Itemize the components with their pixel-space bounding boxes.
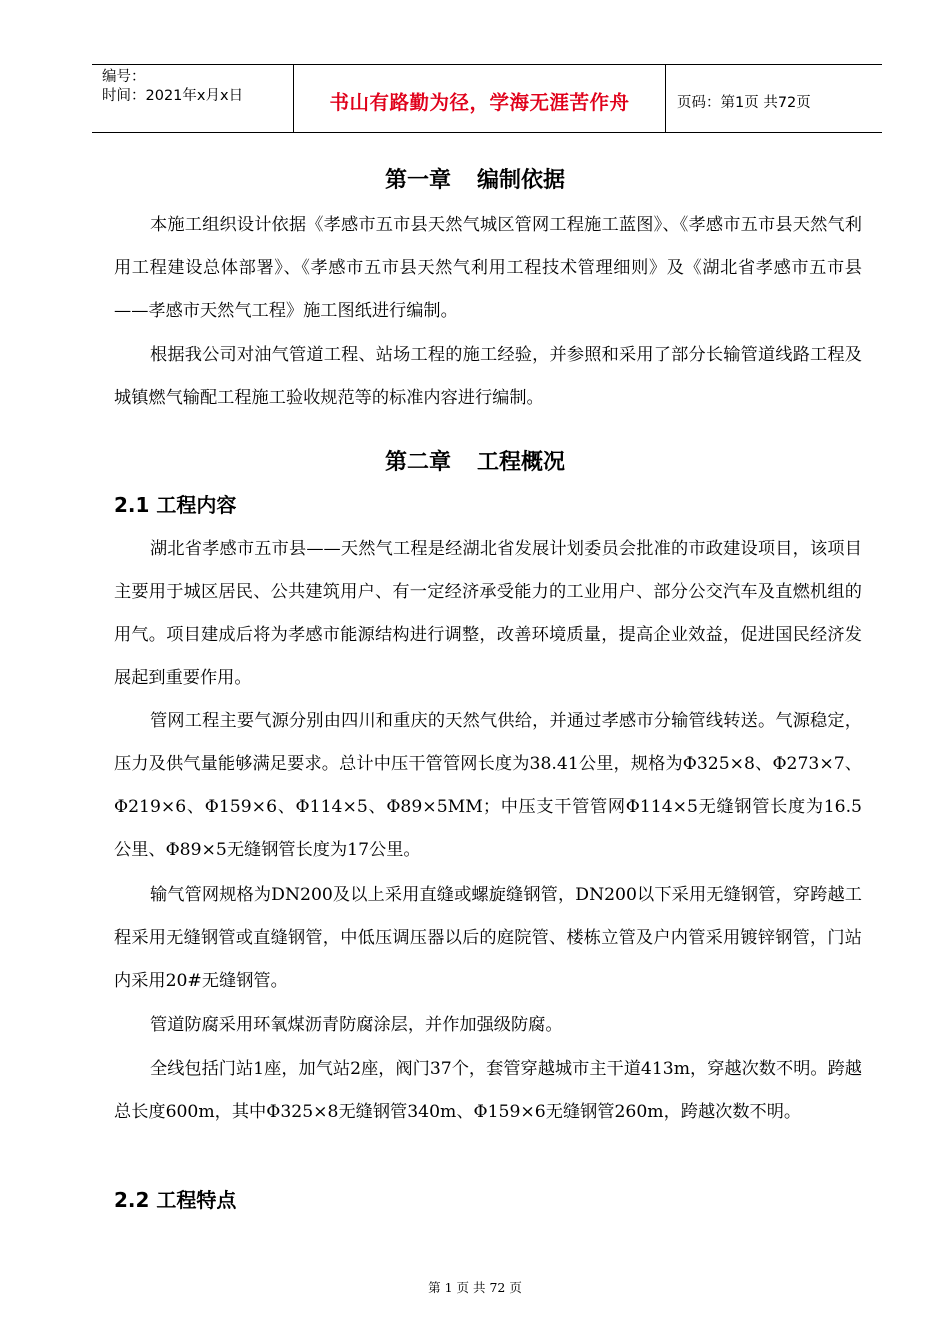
paragraph: 管道防腐采用环氧煤沥青防腐涂层，并作加强级防腐。: [150, 1015, 563, 1035]
header-motto: 书山有路勤为径，学海无涯苦作舟: [329, 91, 630, 114]
section-2-2-title: 2.2 工程特点: [114, 1188, 237, 1212]
serial-label: 编号：: [102, 69, 146, 85]
chapter-name: 编制依据: [477, 168, 566, 193]
paragraph: 湖北省孝感市五市县——天然气工程是经湖北省发展计划委员会批准的市政建设项目，该项目主要用于城区居民、公共建筑用户、有一定经济承受能力的工业用户、部分公交汽车及直燃机组的用气。项目建成后将为孝感市能源结构进行调整，改善环境质量，提高企业效益，促进国民经济发展起到重要作用。: [114, 539, 862, 688]
document-header: [92, 64, 882, 133]
paragraph: 本施工组织设计依据《孝感市五市县天然气城区管网工程施工蓝图》、《孝感市五市县天然气利用工程建设总体部署》、《孝感市五市县天然气利用工程技术管理细则》及《湖北省孝感市五市县——孝感市天然气工程》施工图纸进行编制。: [114, 215, 862, 321]
chapter-2-title: [0, 445, 950, 476]
paragraph: 管网工程主要气源分别由四川和重庆的天然气供给，并通过孝感市分输管线转送。气源稳定，压力及供气量能够满足要求。总计中压干管管网长度为38.41公里，规格为Φ325×8、Φ273×7、Φ219×6、Φ159×6、Φ114×5、Φ89×5MM；中压支干管管网Φ114×5无缝钢管长度为16.5公里、Φ89×5无缝钢管长度为17公里。: [114, 711, 862, 860]
paragraph: 输气管网规格为DN200及以上采用直缝或螺旋缝钢管，DN200以下采用无缝钢管，穿跨越工程采用无缝钢管或直缝钢管，中低压调压器以后的庭院管、楼栋立管及户内管采用镀锌钢管，门站内采用20#无缝钢管。: [114, 885, 862, 991]
section-2-1-title: 2.1 工程内容: [114, 493, 237, 517]
header-page-number: 页码：第1页 共72页: [677, 95, 811, 111]
paragraph: 根据我公司对油气管道工程、站场工程的施工经验，并参照和采用了部分长输管道线路工程及城镇燃气输配工程施工验收规范等的标准内容进行编制。: [114, 345, 862, 408]
header-divider: [665, 65, 666, 132]
time-label: 时间：2021年x月x日: [102, 88, 244, 104]
page-footer: 第 1 页 共 72 页: [428, 1280, 522, 1295]
chapter-number: 第一章: [384, 168, 451, 193]
header-meta: [102, 68, 243, 106]
chapter-number: 第二章: [384, 450, 451, 475]
paragraph: 全线包括门站1座，加气站2座，阀门37个，套管穿越城市主干道413m，穿越次数不明。跨越总长度600m，其中Φ325×8无缝钢管340m、Φ159×6无缝钢管260m，跨越次数不明。: [114, 1059, 862, 1122]
chapter-1-title: [0, 163, 950, 194]
chapter-name: 工程概况: [477, 450, 566, 475]
